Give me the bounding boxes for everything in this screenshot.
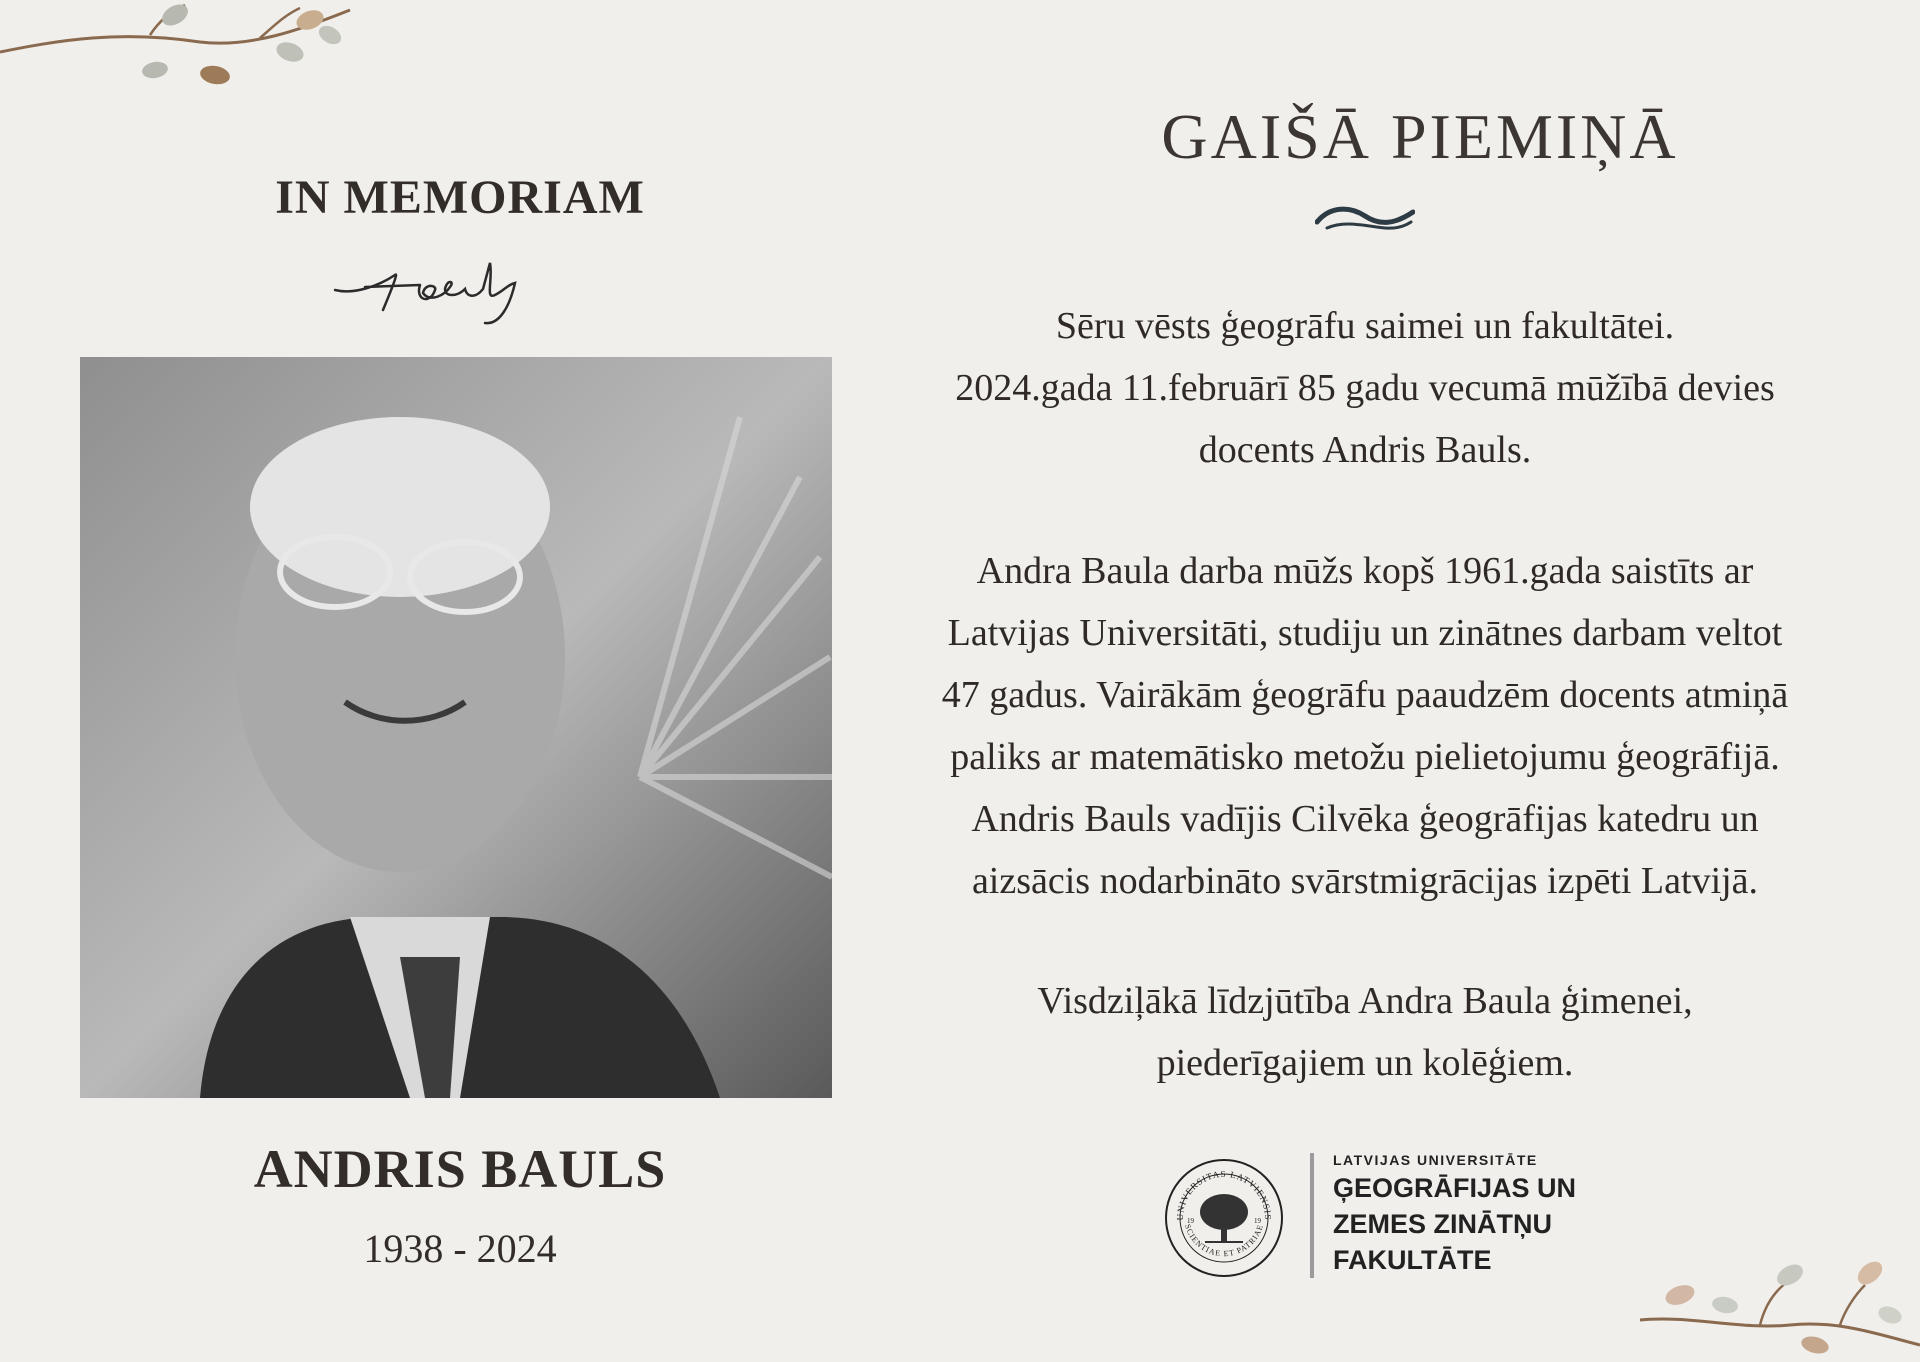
condolence-paragraph	[850, 970, 1880, 1094]
signature-mark	[325, 245, 565, 335]
text-line: Sēru vēsts ģeogrāfu saimei un fakultātei.	[1055, 305, 1675, 347]
faculty-logo	[1333, 1152, 1576, 1276]
logo-divider	[1310, 1153, 1314, 1278]
text-line: Andra Baula darba mūžs kopš 1961.gada saistīts ar	[976, 550, 1754, 592]
text-line: piederīgajiem un kolēģiem.	[1156, 1042, 1574, 1084]
text-line: aizsācis nodarbināto svārstmigrācijas izpēti Latvijā.	[971, 860, 1759, 902]
text-line: 2024.gada 11.februārī 85 gadu vecumā mūžībā devies	[955, 367, 1775, 409]
university-seal-icon	[1163, 1157, 1285, 1279]
text-line: docents Andris Bauls.	[1198, 429, 1532, 471]
in-memoriam-heading: IN MEMORIAM	[275, 171, 645, 224]
text-line: paliks ar matemātisko metožu pielietojumu ģeogrāfijā.	[950, 736, 1780, 778]
announcement-paragraph	[850, 295, 1880, 481]
biography-paragraph	[850, 540, 1880, 912]
text-line: 47 gadus. Vairākām ģeogrāfu paaudzēm docents atmiņā	[941, 674, 1789, 716]
portrait-photo	[80, 357, 832, 1098]
faculty-line: ĢEOGRĀFIJAS UN	[1333, 1173, 1577, 1203]
text-line: Andris Bauls vadījis Cilvēka ģeogrāfijas katedru un	[971, 798, 1759, 840]
page-title: GAIŠĀ PIEMIŅĀ	[1161, 101, 1679, 172]
branch-bottom-decoration-icon	[1640, 1245, 1920, 1362]
seal-year-right: 19	[1254, 1217, 1261, 1225]
faculty-line: ZEMES ZINĀTŅU	[1333, 1209, 1552, 1239]
text-line: Latvijas Universitāti, studiju un zinātnes darbam veltot	[947, 612, 1783, 654]
seal-year-left: 19	[1187, 1217, 1194, 1225]
person-name: ANDRIS BAULS	[253, 1139, 667, 1199]
seal-bottom-text: SCIENTIAE ET PATRIAE	[1183, 1223, 1265, 1259]
text-line: Visdziļākā līdzjūtība Andra Baula ģimenei,	[1037, 980, 1693, 1022]
seal-top-text: UNIVERSITAS LATVIENSIS	[1174, 1168, 1274, 1221]
life-years: 1938 - 2024	[363, 1226, 557, 1271]
branch-top-decoration-icon	[0, 0, 360, 95]
faculty-line: FAKULTĀTE	[1333, 1245, 1492, 1275]
university-name: LATVIJAS UNIVERSITĀTE	[1333, 1152, 1538, 1168]
wave-flourish-icon	[1315, 198, 1415, 236]
